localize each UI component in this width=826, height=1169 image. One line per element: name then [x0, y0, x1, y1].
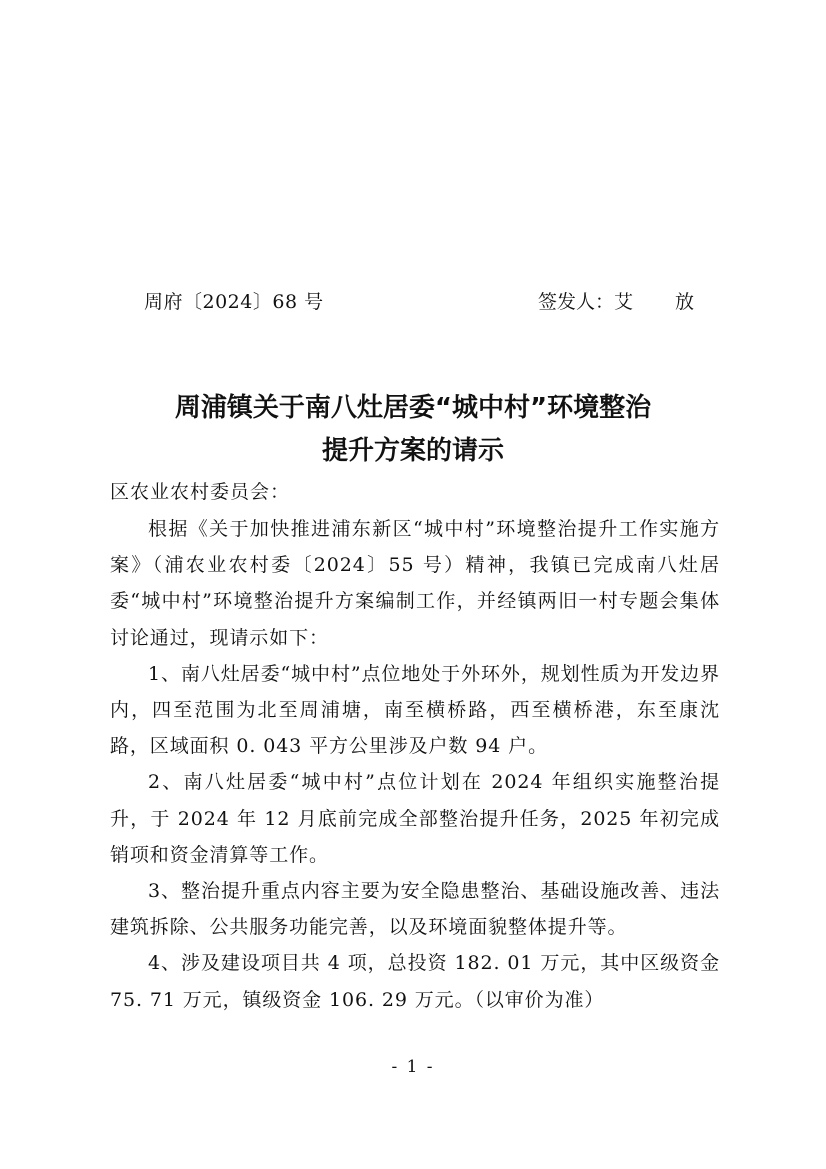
- signer-name: 艾 放: [614, 291, 713, 313]
- document-body: [110, 511, 720, 1018]
- signer-label: 签发人：: [538, 291, 615, 313]
- document-number: 周府〔2024〕68 号: [144, 291, 324, 313]
- paragraph-item-4: 4、涉及建设项目共 4 项，总投资 182. 01 万元，其中区级资金 75. 71 万元，镇级资金 106. 29 万元。（以审价为准）: [110, 952, 720, 1011]
- paragraph-item-2: 2、南八灶居委“城中村”点位计划在 2024 年组织实施整治提升，于 2024 年 12 月底前完成全部整治提升任务，2025 年初完成销项和资金清算等工作。: [110, 771, 720, 866]
- document-title-line-2: 提升方案的请示: [321, 436, 504, 466]
- page-number: - 1 -: [391, 1057, 435, 1077]
- document-title-line-1: 周浦镇关于南八灶居委“城中村”环境整治: [174, 393, 652, 423]
- paragraph-intro: 根据《关于加快推进浦东新区“城中村”环境整治提升工作实施方案》（浦农业农村委〔2024〕55 号）精神，我镇已完成南八灶居委“城中村”环境整治提升方案编制工作，并经镇两旧一村专题会集体讨论通过，现请示如下：: [110, 518, 720, 649]
- addressee: 区农业农村委员会：: [110, 481, 291, 503]
- signer-block: [538, 287, 712, 314]
- paragraph-item-1: 1、南八灶居委“城中村”点位地处于外环外，规划性质为开发边界内，四至范围为北至周浦塘，南至横桥路，西至横桥港，东至康沈路，区域面积 0. 043 平方公里涉及户数 94 户。: [110, 662, 720, 758]
- paragraph-item-3: 3、整治提升重点内容主要为安全隐患整治、基础设施改善、违法建筑拆除、公共服务功能完善，以及环境面貌整体提升等。: [110, 880, 720, 939]
